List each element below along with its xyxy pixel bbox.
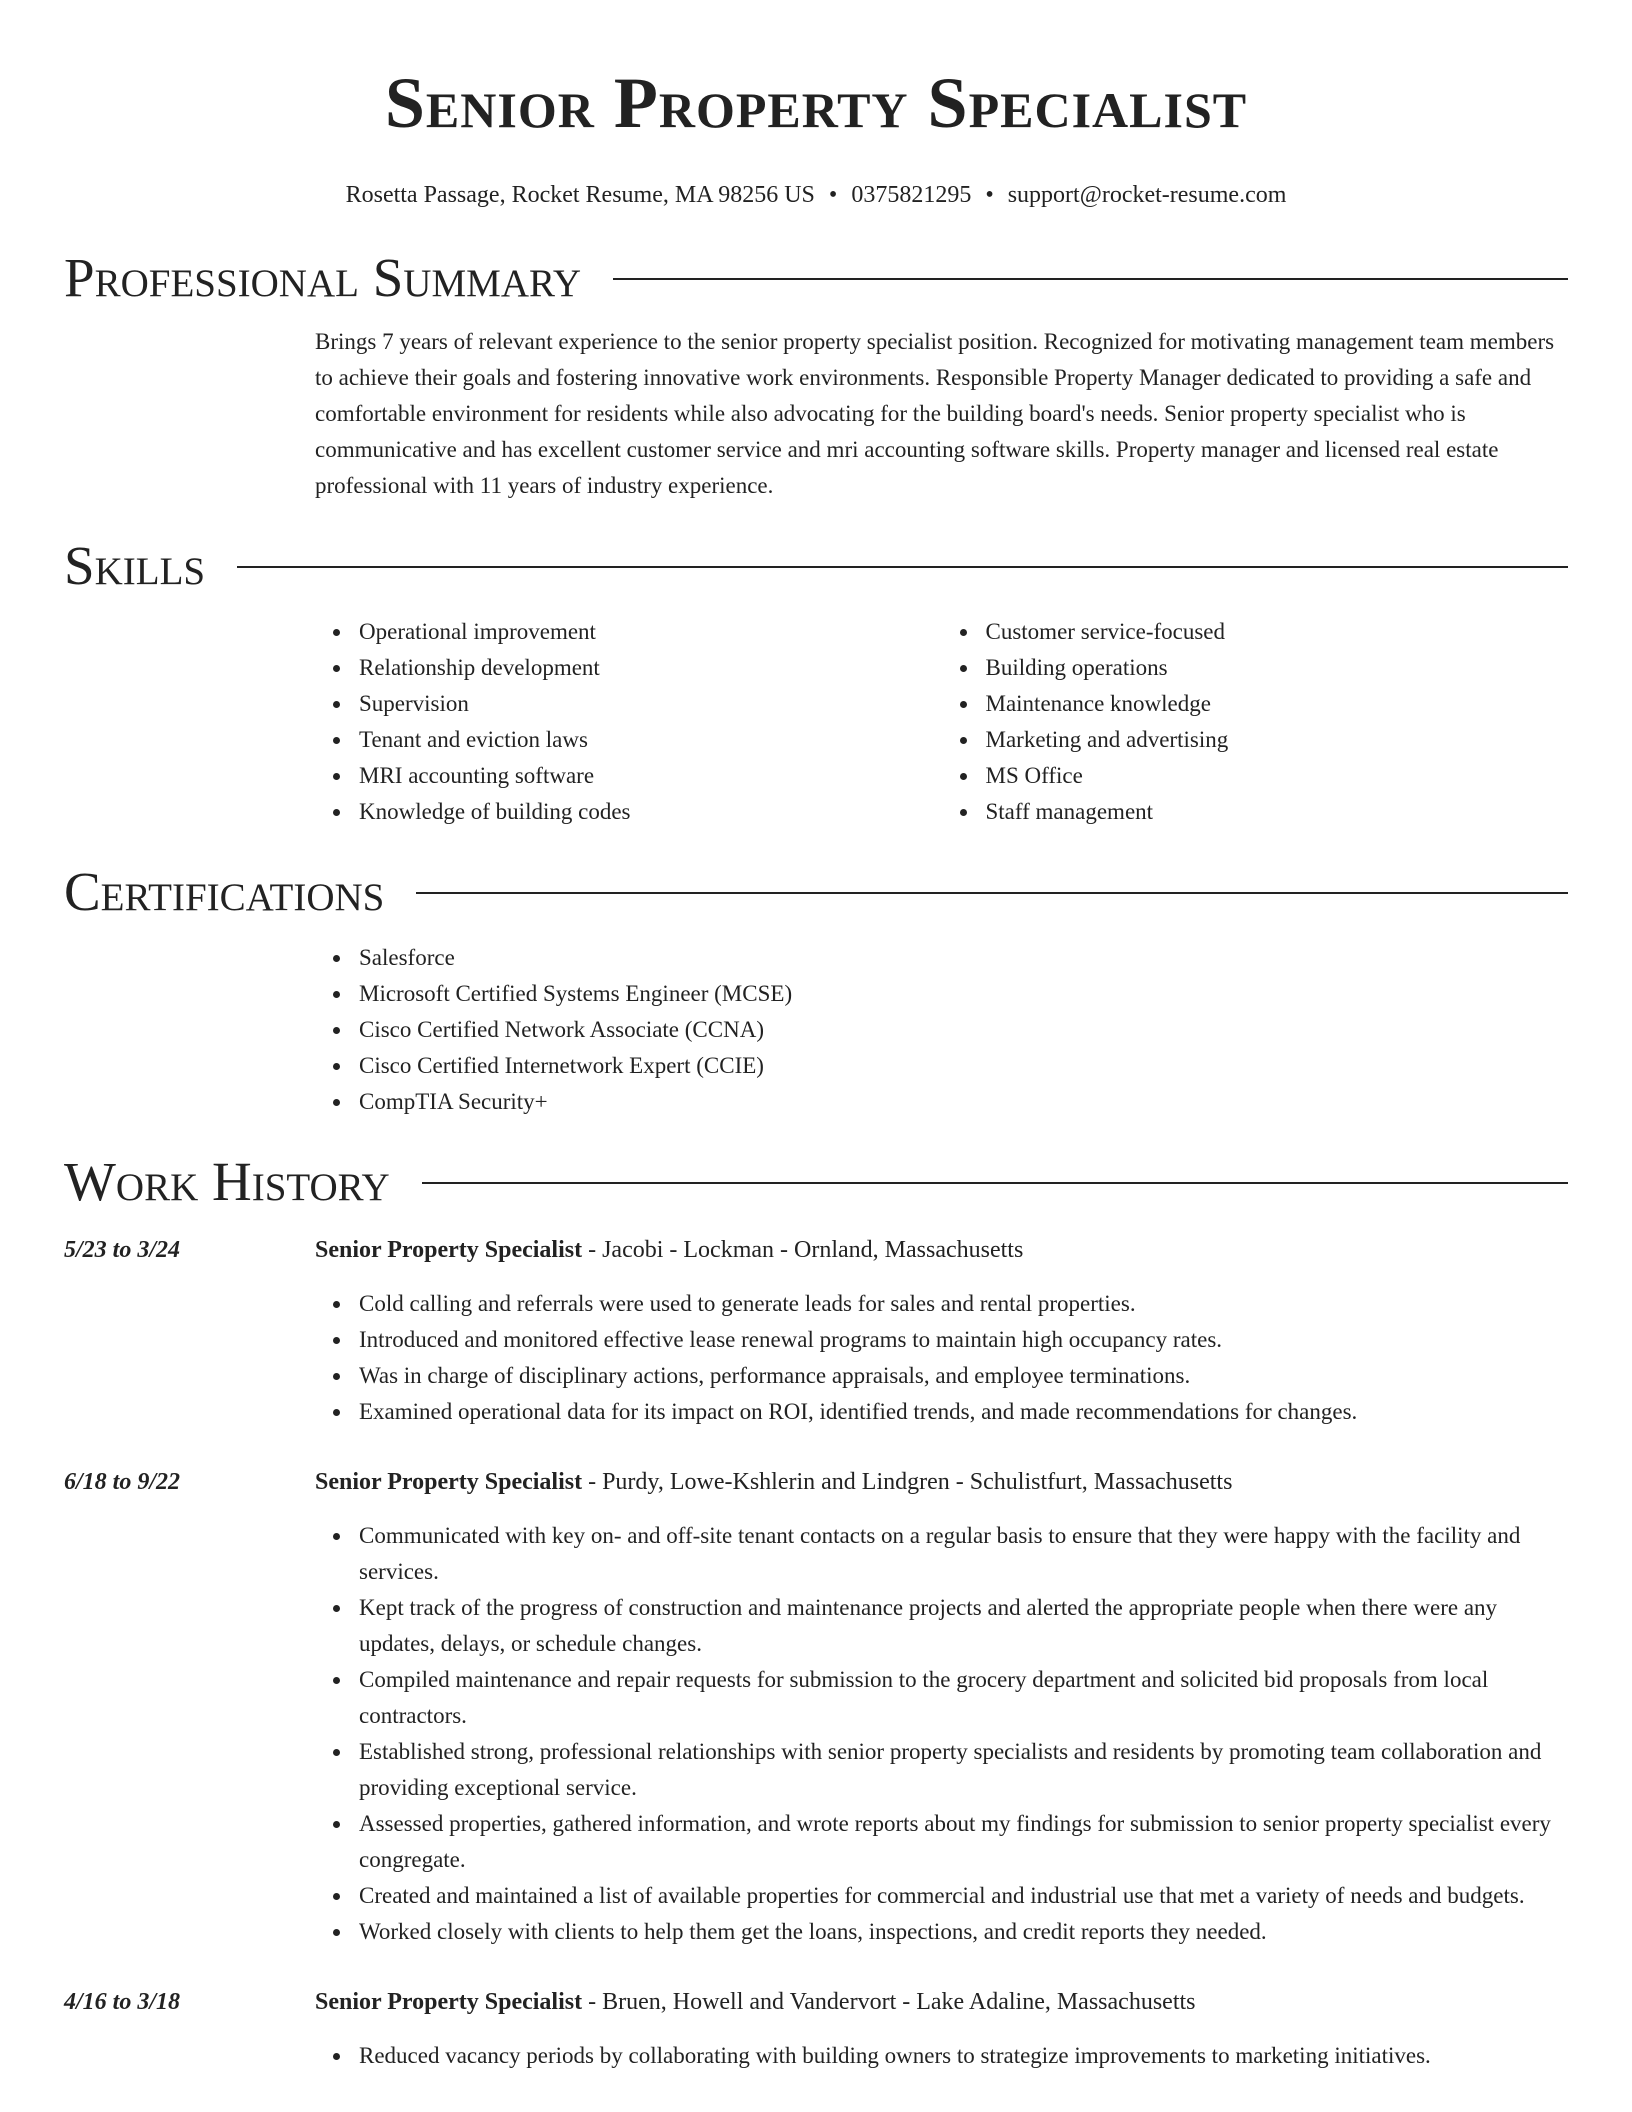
- contact-email: support@rocket-resume.com: [1007, 182, 1287, 208]
- certification-item: Salesforce: [359, 940, 1568, 976]
- certifications-section-header: [64, 860, 1568, 924]
- job-bullet: Introduced and monitored effective lease renewal programs to maintain high occupancy rates.: [359, 1322, 1568, 1358]
- skills-section-header: [64, 534, 1568, 598]
- job-bullet: Kept track of the progress of construction and maintenance projects and alerted the appropriate people when there were any updates, delays, or schedule changes.: [359, 1590, 1568, 1662]
- job-employer: - Jacobi - Lockman - Ornland, Massachusetts: [582, 1237, 1024, 1263]
- skills-grid: [315, 614, 1568, 830]
- skill-item: Customer service-focused: [986, 614, 1569, 650]
- skill-item: Staff management: [986, 794, 1569, 830]
- skills-list-right: [942, 614, 1569, 830]
- job-bullet: Established strong, professional relationships with senior property specialists and residents by promoting team collaboration and providing exceptional service.: [359, 1734, 1568, 1806]
- skill-item: Operational improvement: [359, 614, 942, 650]
- section-divider: [237, 566, 1568, 568]
- job-bullets: [315, 1286, 1568, 1430]
- skills-list-left: [315, 614, 942, 830]
- page-title: Senior Property Specialist: [384, 63, 1248, 143]
- job-title-line: [315, 1464, 1568, 1500]
- skill-item: MS Office: [986, 758, 1569, 794]
- job-bullets: [315, 1518, 1568, 1950]
- job-title: Senior Property Specialist: [315, 1989, 583, 2015]
- job-dates: 5/23 to 3/24: [64, 1237, 181, 1263]
- work-history-section-header: [64, 1150, 1568, 1214]
- section-divider: [416, 892, 1568, 894]
- skills-heading: Skills: [64, 535, 206, 596]
- summary-heading: Professional Summary: [64, 247, 582, 308]
- skill-item: Relationship development: [359, 650, 942, 686]
- certifications-heading: Certifications: [64, 861, 385, 922]
- job-bullet: Worked closely with clients to help them get the loans, inspections, and credit reports they needed.: [359, 1914, 1568, 1950]
- job-entry: [64, 1984, 1568, 2074]
- certification-item: Microsoft Certified Systems Engineer (MCSE): [359, 976, 1568, 1012]
- job-title: Senior Property Specialist: [315, 1237, 583, 1263]
- job-bullet: Cold calling and referrals were used to generate leads for sales and rental properties.: [359, 1286, 1568, 1322]
- job-bullet: Compiled maintenance and repair requests for submission to the grocery department and solicited bid proposals from local contractors.: [359, 1662, 1568, 1734]
- skill-item: Marketing and advertising: [986, 722, 1569, 758]
- summary-text: Brings 7 years of relevant experience to the senior property specialist position. Recognized for motivating management team members to achieve their goals and fostering innovative work environments. Responsible Property Manager dedicated to providing a safe and comfortable environment for residents while also advocating for the building board's needs. Senior property specialist who is communicative and has excellent customer service and mri accounting software skills. Property manager and licensed real estate professional with 11 years of industry experience.: [315, 329, 1555, 498]
- contact-phone: 0375821295: [851, 182, 972, 208]
- job-title-line: [315, 1232, 1568, 1268]
- job-title: Senior Property Specialist: [315, 1469, 583, 1495]
- skill-item: Supervision: [359, 686, 942, 722]
- certifications-list: [315, 940, 1568, 1120]
- job-employer: - Bruen, Howell and Vandervort - Lake Adaline, Massachusetts: [582, 1989, 1196, 2015]
- skill-item: Knowledge of building codes: [359, 794, 942, 830]
- job-bullet: Created and maintained a list of available properties for commercial and industrial use that met a variety of needs and budgets.: [359, 1878, 1568, 1914]
- job-bullet: Was in charge of disciplinary actions, performance appraisals, and employee terminations.: [359, 1358, 1568, 1394]
- skill-item: Tenant and eviction laws: [359, 722, 942, 758]
- job-bullet: Assessed properties, gathered information, and wrote reports about my findings for submission to senior property specialist every congregate.: [359, 1806, 1568, 1878]
- work-history-heading: Work History: [64, 1151, 390, 1212]
- resume-page: [64, 0, 1568, 2074]
- skill-item: MRI accounting software: [359, 758, 942, 794]
- job-title-line: [315, 1984, 1568, 2020]
- job-bullets: [315, 2038, 1568, 2074]
- section-divider: [613, 278, 1568, 280]
- job-bullet: Communicated with key on- and off-site tenant contacts on a regular basis to ensure that they were happy with the facility and services.: [359, 1518, 1568, 1590]
- summary-section-header: [64, 246, 1568, 310]
- job-dates: 6/18 to 9/22: [64, 1469, 181, 1495]
- certification-item: Cisco Certified Network Associate (CCNA): [359, 1012, 1568, 1048]
- job-bullet: Reduced vacancy periods by collaborating with building owners to strategize improvements to marketing initiatives.: [359, 2038, 1568, 2074]
- contact-separator: •: [985, 182, 994, 208]
- work-history-list: [64, 1232, 1568, 2074]
- certification-item: CompTIA Security+: [359, 1084, 1568, 1120]
- job-bullet: Examined operational data for its impact on ROI, identified trends, and made recommendations for changes.: [359, 1394, 1568, 1430]
- job-entry: [64, 1232, 1568, 1430]
- section-divider: [422, 1182, 1568, 1184]
- certification-item: Cisco Certified Internetwork Expert (CCIE): [359, 1048, 1568, 1084]
- skill-item: Maintenance knowledge: [986, 686, 1569, 722]
- skill-item: Building operations: [986, 650, 1569, 686]
- job-entry: [64, 1464, 1568, 1950]
- contact-address: Rosetta Passage, Rocket Resume, MA 98256 US: [345, 182, 815, 208]
- contact-separator: •: [828, 182, 838, 208]
- job-employer: - Purdy, Lowe-Kshlerin and Lindgren - Schulistfurt, Massachusetts: [582, 1469, 1233, 1495]
- contact-line: [64, 180, 1568, 210]
- job-dates: 4/16 to 3/18: [64, 1989, 181, 2015]
